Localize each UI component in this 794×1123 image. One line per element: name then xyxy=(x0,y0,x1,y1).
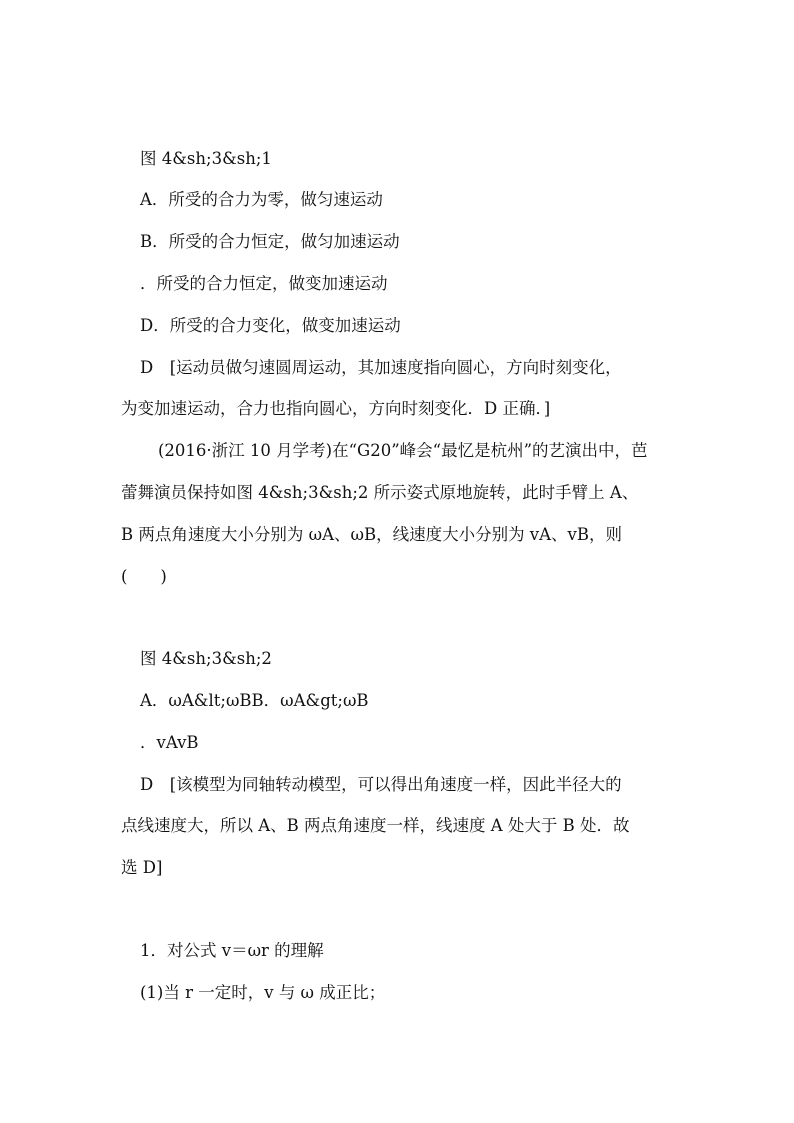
option-b: B．所受的合力恒定，做匀加速运动 xyxy=(140,232,400,251)
section-heading: 1．对公式 v＝ωr 的理解 xyxy=(140,941,324,960)
option-a-b: A．ωA&lt;ωBB．ωA&gt;ωB xyxy=(140,691,369,710)
option-d: D．所受的合力变化，做变加速运动 xyxy=(140,316,401,335)
question-stem-line-4: ( ) xyxy=(121,567,167,586)
question-stem-line-1: (2016·浙江 10 月学考)在“G20”峰会“最忆是杭州”的艺演出中，芭 xyxy=(158,441,648,460)
option-c: ．所受的合力恒定，做变加速运动 xyxy=(140,274,388,293)
answer-explanation-line-1: D [运动员做匀速圆周运动，其加速度指向圆心，方向时刻变化， xyxy=(140,358,622,377)
answer-explanation-line-2: 为变加速运动，合力也指向圆心，方向时刻变化．D 正确．] xyxy=(121,399,551,418)
option-a: A．所受的合力为零，做匀速运动 xyxy=(140,190,383,209)
figure-caption-4-3-2: 图 4&sh;3&sh;2 xyxy=(140,649,272,668)
figure-caption-4-3-1: 图 4&sh;3&sh;1 xyxy=(140,149,272,168)
question-stem-line-2: 蕾舞演员保持如图 4&sh;3&sh;2 所示姿式原地旋转，此时手臂上 A、 xyxy=(121,483,639,502)
question-stem-line-3: B 两点角速度大小分别为 ωA、ωB，线速度大小分别为 vA、vB，则 xyxy=(121,525,622,544)
section-item-1: (1)当 r 一定时，v 与 ω 成正比； xyxy=(140,983,386,1002)
answer-explanation-line-2: 点线速度大，所以 A、B 两点角速度一样，线速度 A 处大于 B 处．故 xyxy=(121,816,630,835)
answer-explanation-line-1: D [该模型为同轴转动模型，可以得出角速度一样，因此半径大的 xyxy=(140,775,622,794)
answer-explanation-line-3: 选 D] xyxy=(121,858,163,877)
option-c-d: ．vAvB xyxy=(140,733,199,752)
